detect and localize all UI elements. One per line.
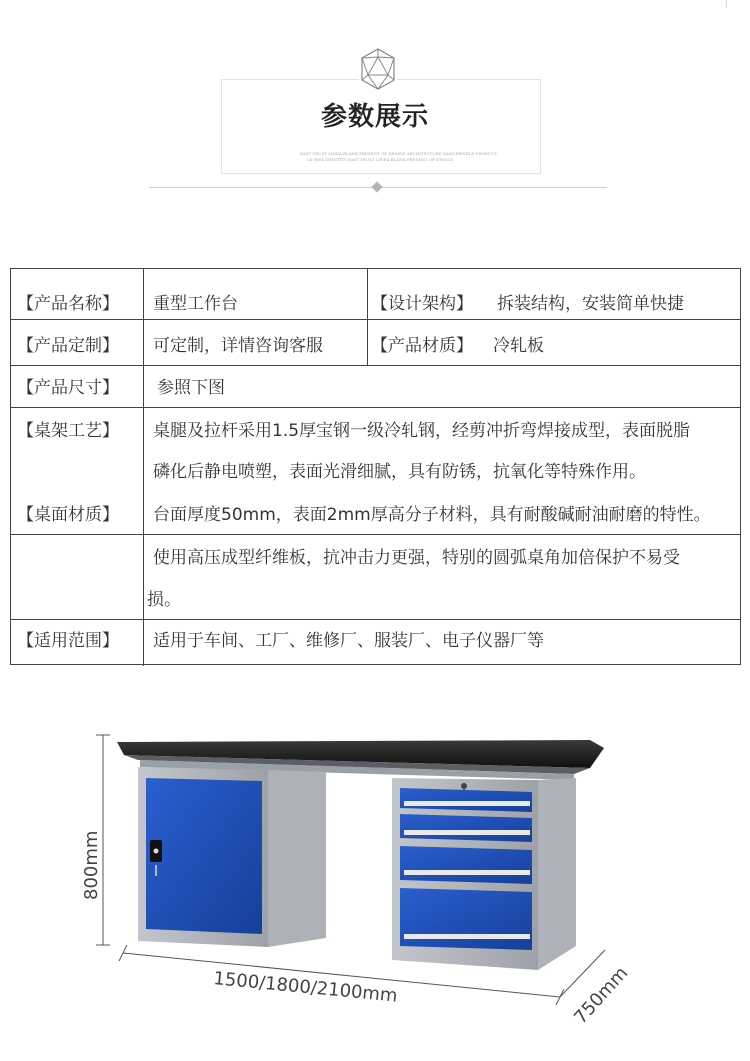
left-cabinet: [138, 767, 326, 947]
depth-label: 750mm: [570, 962, 633, 1029]
cabinet-door: [146, 778, 262, 934]
spec-value-size: 参照下图: [157, 378, 225, 398]
spec-label-usage: 【适用范围】: [17, 631, 119, 651]
spec-value-usage: 适用于车间、工厂、维修厂、服装厂、电子仪器厂等: [153, 631, 544, 651]
spec-label-top-material: 【桌面材质】: [17, 505, 119, 525]
spec-value-frame-craft-line1: 桌腿及拉杆采用1.5厚宝钢一级冷轧钢，经剪冲折弯焊接成型，表面脱脂: [153, 421, 691, 441]
tagline-line-2: CE RISK IDENTITY EAST TRUST LINEA BLANK PRESENT OF DESIGN: [306, 157, 454, 162]
spec-label-design: 【设计架构】: [371, 294, 473, 314]
divider-diamond-icon: [371, 181, 382, 192]
spec-label-customization: 【产品定制】: [17, 336, 119, 356]
polyhedron-logo-icon: [359, 47, 397, 91]
spec-value-board-line1: 使用高压成型纤维板，抗冲击力更强，特别的圆弧桌角加倍保护不易受: [153, 548, 680, 568]
spec-value-design: 拆装结构，安装简单快捷: [497, 294, 684, 314]
corner-tick: [726, 0, 727, 8]
spec-value-customization: 可定制，详情咨询客服: [153, 336, 323, 356]
spec-value-product-name: 重型工作台: [153, 294, 238, 314]
length-label: 1500/1800/2100mm: [212, 968, 399, 1007]
right-drawer-unit: [392, 778, 576, 970]
depth-dimension: [560, 950, 632, 1028]
spec-value-board-line2: 损。: [147, 590, 181, 610]
spec-label-frame-craft: 【桌架工艺】: [17, 421, 119, 441]
page-title: 参数展示: [320, 102, 429, 132]
drawer-lock-icon: [461, 783, 467, 789]
height-dimension: [81, 735, 110, 945]
spec-label-size: 【产品尺寸】: [17, 378, 119, 398]
spec-value-top-material: 台面厚度50mm，表面2mm厚高分子材料，具有耐酸碱耐油耐磨的特性。: [153, 505, 711, 525]
tagline-line-1: EAST TRUST LINEA BLANK PRESENT OF DESIGN ARCHITECTURE DANGERFIELD PRODUCT: [300, 151, 498, 156]
workbench-illustration: [0, 700, 750, 1057]
spec-label-product-name: 【产品名称】: [17, 294, 119, 314]
spec-value-material: 冷轧板: [493, 336, 544, 356]
spec-value-frame-craft-line2: 磷化后静电喷塑，表面光滑细腻，具有防锈，抗氧化等特殊作用。: [153, 462, 646, 482]
specs-table: [10, 268, 741, 665]
height-label: 800mm: [81, 830, 102, 900]
spec-label-material: 【产品材质】: [371, 336, 473, 356]
